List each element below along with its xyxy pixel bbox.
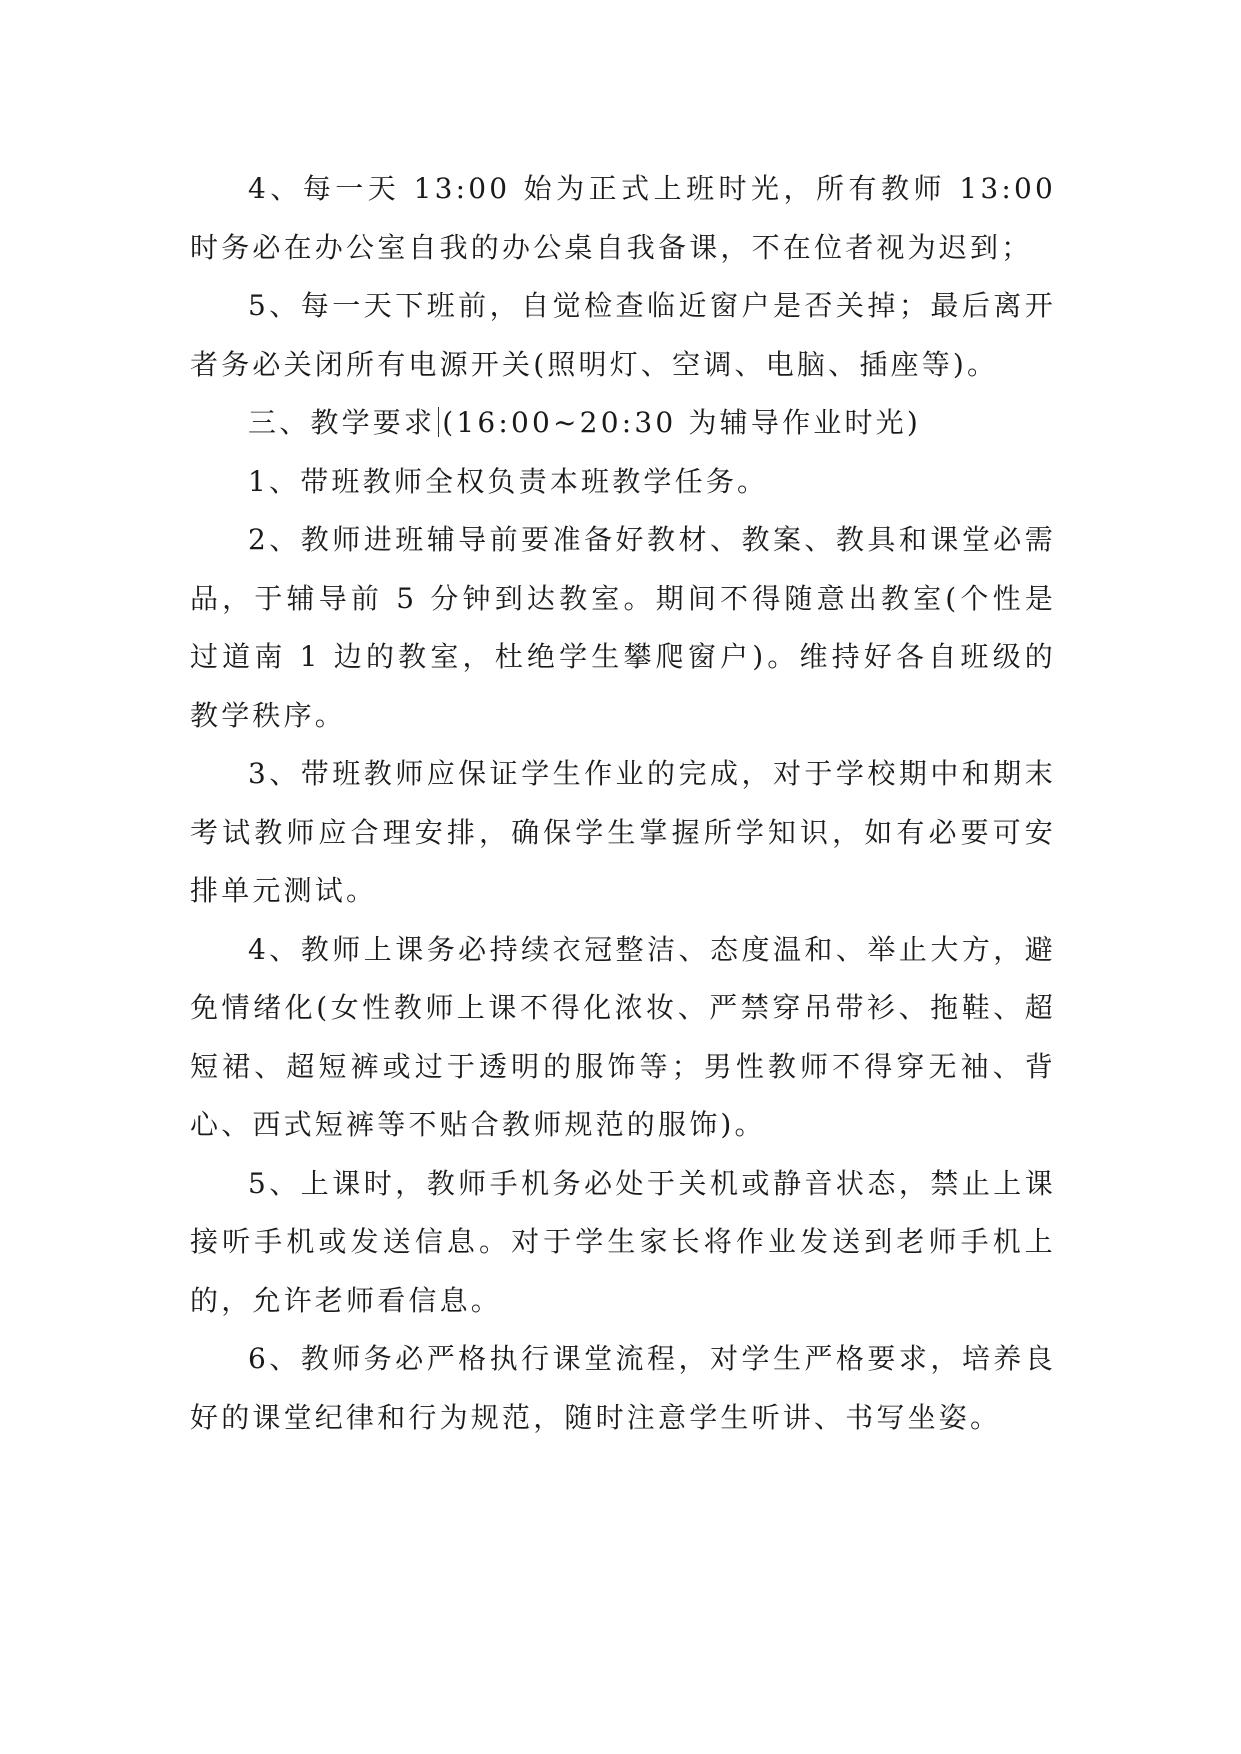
paragraph-teaching-1: 1、带班教师全权负责本班教学任务。 (248, 464, 769, 498)
paragraph-rule-5-power-off: 5、每一天下班前，自觉检查临近窗户是否关掉；最后离开者务必关闭所有电源开关(照明灯、空调、电脑、插座等)。 (190, 289, 1056, 381)
section-heading-teaching-requirements (190, 394, 1056, 453)
document-page (190, 160, 1056, 1447)
text-cursor (438, 407, 439, 437)
paragraph-teaching-5: 5、上课时，教师手机务必处于关机或静音状态，禁止上课接听手机或发送信息。对于学生家长将作业发送到老师手机上的，允许老师看信息。 (190, 1166, 1056, 1317)
paragraph-teaching-2: 2、教师进班辅导前要准备好教材、教案、教具和课堂必需品，于辅导前 5 分钟到达教室。期间不得随意出教室(个性是过道南 1 边的教室，杜绝学生攀爬窗户)。维持好各自班级的教学秩序。 (190, 523, 1056, 732)
paragraph-teaching-6: 6、教师务必严格执行课堂流程，对学生严格要求，培养良好的课堂纪律和行为规范，随时注意学生听讲、书写坐姿。 (190, 1342, 1056, 1434)
paragraph-rule-4-work-start: 4、每一天 13:00 始为正式上班时光，所有教师 13:00 时务必在办公室自我的办公桌自我备课，不在位者视为迟到； (190, 172, 1056, 264)
section-heading-title: 三、教学要求 (248, 406, 436, 439)
section-heading-time-range: (16:00~20:30 为辅导作业时光) (442, 406, 921, 439)
paragraph-teaching-3: 3、带班教师应保证学生作业的完成，对于学校期中和期末考试教师应合理安排，确保学生掌握所学知识，如有必要可安排单元测试。 (190, 757, 1056, 907)
paragraph-teaching-4: 4、教师上课务必持续衣冠整洁、态度温和、举止大方，避免情绪化(女性教师上课不得化浓妆、严禁穿吊带衫、拖鞋、超短裙、超短裤或过于透明的服饰等；男性教师不得穿无袖、背心、西式短裤等不贴合教师规范的服饰)。 (190, 932, 1056, 1141)
